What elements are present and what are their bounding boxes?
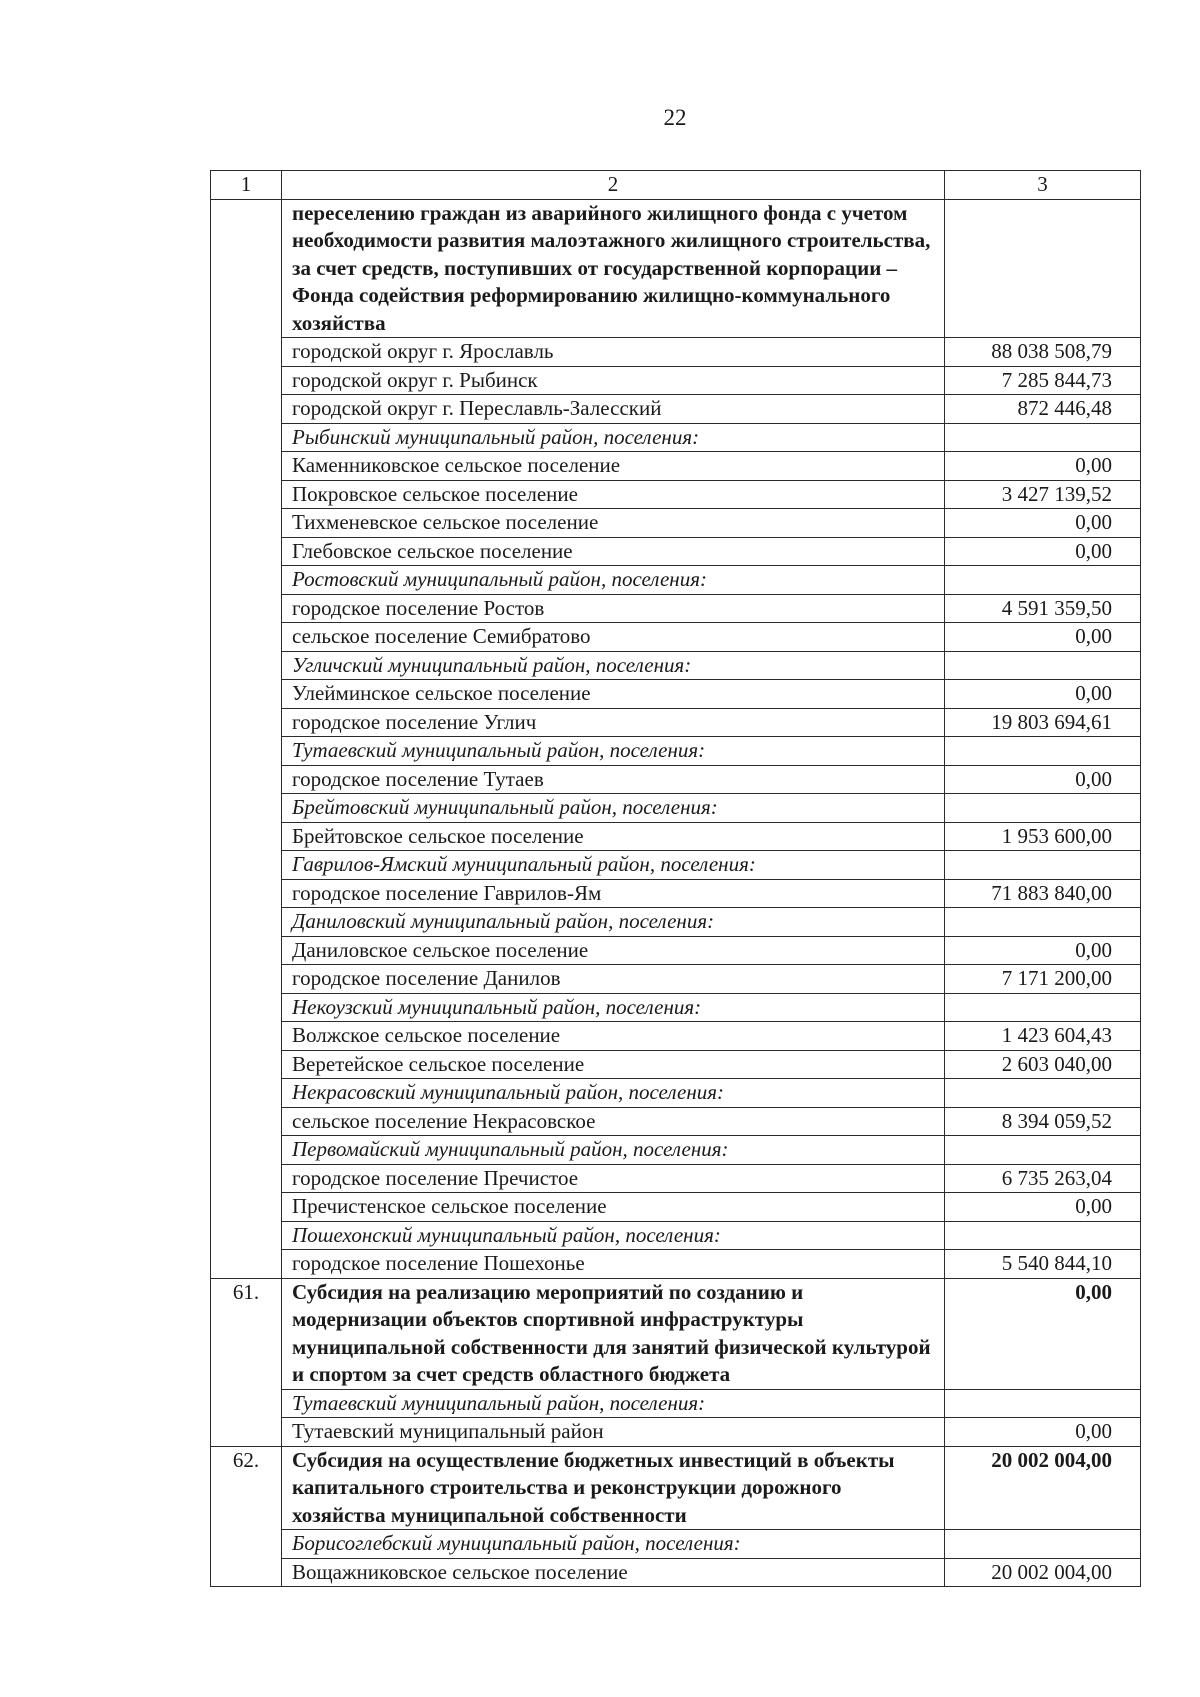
district-label: Угличский муниципальный район, поселения: bbox=[282, 651, 945, 680]
column-header-name: 2 bbox=[282, 171, 945, 200]
settlement-name: Улейминское сельское поселение bbox=[282, 680, 945, 709]
table-row bbox=[211, 1250, 1141, 1279]
amount-value: 8 394 059,52 bbox=[945, 1107, 1141, 1136]
district-label: Пошехонский муниципальный район, поселения: bbox=[282, 1221, 945, 1250]
table-row bbox=[211, 509, 1141, 538]
district-label: Тутаевский муниципальный район, поселения: bbox=[282, 737, 945, 766]
settlement-name: Каменниковское сельское поселение bbox=[282, 452, 945, 481]
amount-value bbox=[945, 566, 1141, 595]
subsidy-total-amount: 0,00 bbox=[945, 1278, 1141, 1389]
amount-value: 3 427 139,52 bbox=[945, 480, 1141, 509]
settlement-name: городское поселение Пречистое bbox=[282, 1164, 945, 1193]
amount-value: 7 285 844,73 bbox=[945, 366, 1141, 395]
amount-value: 7 171 200,00 bbox=[945, 965, 1141, 994]
amount-value bbox=[945, 993, 1141, 1022]
row-number bbox=[211, 199, 282, 1278]
amount-value bbox=[945, 851, 1141, 880]
amount-value bbox=[945, 1389, 1141, 1418]
amount-value: 20 002 004,00 bbox=[945, 1558, 1141, 1587]
table-row bbox=[211, 537, 1141, 566]
district-label: Некрасовский муниципальный район, поселения: bbox=[282, 1079, 945, 1108]
table-row bbox=[211, 822, 1141, 851]
subsidy-title: Субсидия на осуществление бюджетных инвестиций в объекты капитального строительства и реконструкции дорожного хозяйства муниципальной собственности bbox=[282, 1446, 945, 1530]
table-row bbox=[211, 965, 1141, 994]
amount-value: 5 540 844,10 bbox=[945, 1250, 1141, 1279]
amount-value bbox=[945, 423, 1141, 452]
amount-value bbox=[945, 794, 1141, 823]
table-row bbox=[211, 480, 1141, 509]
table-row-district bbox=[211, 1530, 1141, 1559]
amount-value: 0,00 bbox=[945, 623, 1141, 652]
table-row-district bbox=[211, 566, 1141, 595]
settlement-name: Волжское сельское поселение bbox=[282, 1022, 945, 1051]
table-row-district bbox=[211, 651, 1141, 680]
table-body bbox=[211, 199, 1141, 1587]
settlement-name: городское поселение Гаврилов-Ям bbox=[282, 879, 945, 908]
table-row bbox=[211, 1558, 1141, 1587]
settlement-name: Даниловское сельское поселение bbox=[282, 936, 945, 965]
subsidy-title: Субсидия на реализацию мероприятий по созданию и модернизации объектов спортивной инфраструктуры муниципальной собственности для занятий физической культурой и спортом за счет средств областного бюджета bbox=[282, 1278, 945, 1389]
district-label: Тутаевский муниципальный район, поселения: bbox=[282, 1389, 945, 1418]
subsidy-title: переселению граждан из аварийного жилищного фонда с учетом необходимости развития малоэтажного жилищного строительства, за счет средств, поступивших от государственной корпорации – Фонда содействия реформированию жилищно-коммунального хозяйства bbox=[282, 199, 945, 338]
table-row-heading bbox=[211, 1278, 1141, 1389]
district-label: Рыбинский муниципальный район, поселения: bbox=[282, 423, 945, 452]
amount-value: 0,00 bbox=[945, 765, 1141, 794]
settlement-name: городской округ г. Переславль-Залесский bbox=[282, 395, 945, 424]
table-row bbox=[211, 594, 1141, 623]
table-row bbox=[211, 708, 1141, 737]
table-header-row bbox=[211, 171, 1141, 200]
settlement-name: сельское поселение Некрасовское bbox=[282, 1107, 945, 1136]
table-row bbox=[211, 879, 1141, 908]
settlement-name: Тихменевское сельское поселение bbox=[282, 509, 945, 538]
amount-value: 0,00 bbox=[945, 537, 1141, 566]
subsidy-total-amount bbox=[945, 199, 1141, 338]
amount-value bbox=[945, 651, 1141, 680]
settlement-name: городской округ г. Ярославль bbox=[282, 338, 945, 367]
table-row-district bbox=[211, 423, 1141, 452]
settlement-name: Покровское сельское поселение bbox=[282, 480, 945, 509]
table-row bbox=[211, 338, 1141, 367]
settlement-name: городское поселение Тутаев bbox=[282, 765, 945, 794]
amount-value: 0,00 bbox=[945, 680, 1141, 709]
table-row-district bbox=[211, 1389, 1141, 1418]
table-row bbox=[211, 1418, 1141, 1447]
page-number: 22 bbox=[663, 105, 687, 130]
district-label: Ростовский муниципальный район, поселения: bbox=[282, 566, 945, 595]
amount-value bbox=[945, 908, 1141, 937]
amount-value: 6 735 263,04 bbox=[945, 1164, 1141, 1193]
amount-value: 0,00 bbox=[945, 509, 1141, 538]
subsidy-total-amount: 20 002 004,00 bbox=[945, 1446, 1141, 1530]
settlement-name: Пречистенское сельское поселение bbox=[282, 1193, 945, 1222]
district-label: Первомайский муниципальный район, поселения: bbox=[282, 1136, 945, 1165]
settlement-name: городское поселение Пошехонье bbox=[282, 1250, 945, 1279]
settlement-name: Вощажниковское сельское поселение bbox=[282, 1558, 945, 1587]
settlement-name: городское поселение Углич bbox=[282, 708, 945, 737]
settlement-name: городское поселение Данилов bbox=[282, 965, 945, 994]
amount-value: 0,00 bbox=[945, 1193, 1141, 1222]
amount-value: 0,00 bbox=[945, 452, 1141, 481]
amount-value: 19 803 694,61 bbox=[945, 708, 1141, 737]
district-label: Брейтовский муниципальный район, поселения: bbox=[282, 794, 945, 823]
table-row-heading bbox=[211, 199, 1141, 338]
table-row-district bbox=[211, 1136, 1141, 1165]
amount-value: 872 446,48 bbox=[945, 395, 1141, 424]
table-row bbox=[211, 1050, 1141, 1079]
subsidy-table bbox=[210, 170, 1141, 1587]
settlement-name: Брейтовское сельское поселение bbox=[282, 822, 945, 851]
table-row bbox=[211, 1193, 1141, 1222]
row-number: 61. bbox=[211, 1278, 282, 1446]
amount-value: 71 883 840,00 bbox=[945, 879, 1141, 908]
table-row-district bbox=[211, 737, 1141, 766]
row-number: 62. bbox=[211, 1446, 282, 1587]
amount-value: 88 038 508,79 bbox=[945, 338, 1141, 367]
amount-value: 0,00 bbox=[945, 936, 1141, 965]
amount-value: 0,00 bbox=[945, 1418, 1141, 1447]
settlement-name: Тутаевский муниципальный район bbox=[282, 1418, 945, 1447]
table-row-district bbox=[211, 1221, 1141, 1250]
table-row-heading bbox=[211, 1446, 1141, 1530]
amount-value bbox=[945, 1079, 1141, 1108]
column-header-amount: 3 bbox=[945, 171, 1141, 200]
settlement-name: сельское поселение Семибратово bbox=[282, 623, 945, 652]
settlement-name: городское поселение Ростов bbox=[282, 594, 945, 623]
table-row bbox=[211, 936, 1141, 965]
amount-value bbox=[945, 737, 1141, 766]
amount-value bbox=[945, 1136, 1141, 1165]
table-row-district bbox=[211, 908, 1141, 937]
table-row bbox=[211, 1022, 1141, 1051]
amount-value bbox=[945, 1221, 1141, 1250]
table-row bbox=[211, 366, 1141, 395]
table-row-district bbox=[211, 794, 1141, 823]
table-row bbox=[211, 623, 1141, 652]
settlement-name: Глебовское сельское поселение bbox=[282, 537, 945, 566]
table-row-district bbox=[211, 993, 1141, 1022]
amount-value: 1 953 600,00 bbox=[945, 822, 1141, 851]
table-row bbox=[211, 452, 1141, 481]
table-row bbox=[211, 680, 1141, 709]
district-label: Некоузский муниципальный район, поселения: bbox=[282, 993, 945, 1022]
settlement-name: Веретейское сельское поселение bbox=[282, 1050, 945, 1079]
column-header-number: 1 bbox=[211, 171, 282, 200]
table-row bbox=[211, 1164, 1141, 1193]
table-row bbox=[211, 1107, 1141, 1136]
amount-value: 1 423 604,43 bbox=[945, 1022, 1141, 1051]
table-row bbox=[211, 395, 1141, 424]
table-row-district bbox=[211, 851, 1141, 880]
amount-value bbox=[945, 1530, 1141, 1559]
district-label: Гаврилов-Ямский муниципальный район, поселения: bbox=[282, 851, 945, 880]
district-label: Борисоглебский муниципальный район, поселения: bbox=[282, 1530, 945, 1559]
amount-value: 2 603 040,00 bbox=[945, 1050, 1141, 1079]
table-row bbox=[211, 765, 1141, 794]
settlement-name: городской округ г. Рыбинск bbox=[282, 366, 945, 395]
amount-value: 4 591 359,50 bbox=[945, 594, 1141, 623]
district-label: Даниловский муниципальный район, поселения: bbox=[282, 908, 945, 937]
table-row-district bbox=[211, 1079, 1141, 1108]
